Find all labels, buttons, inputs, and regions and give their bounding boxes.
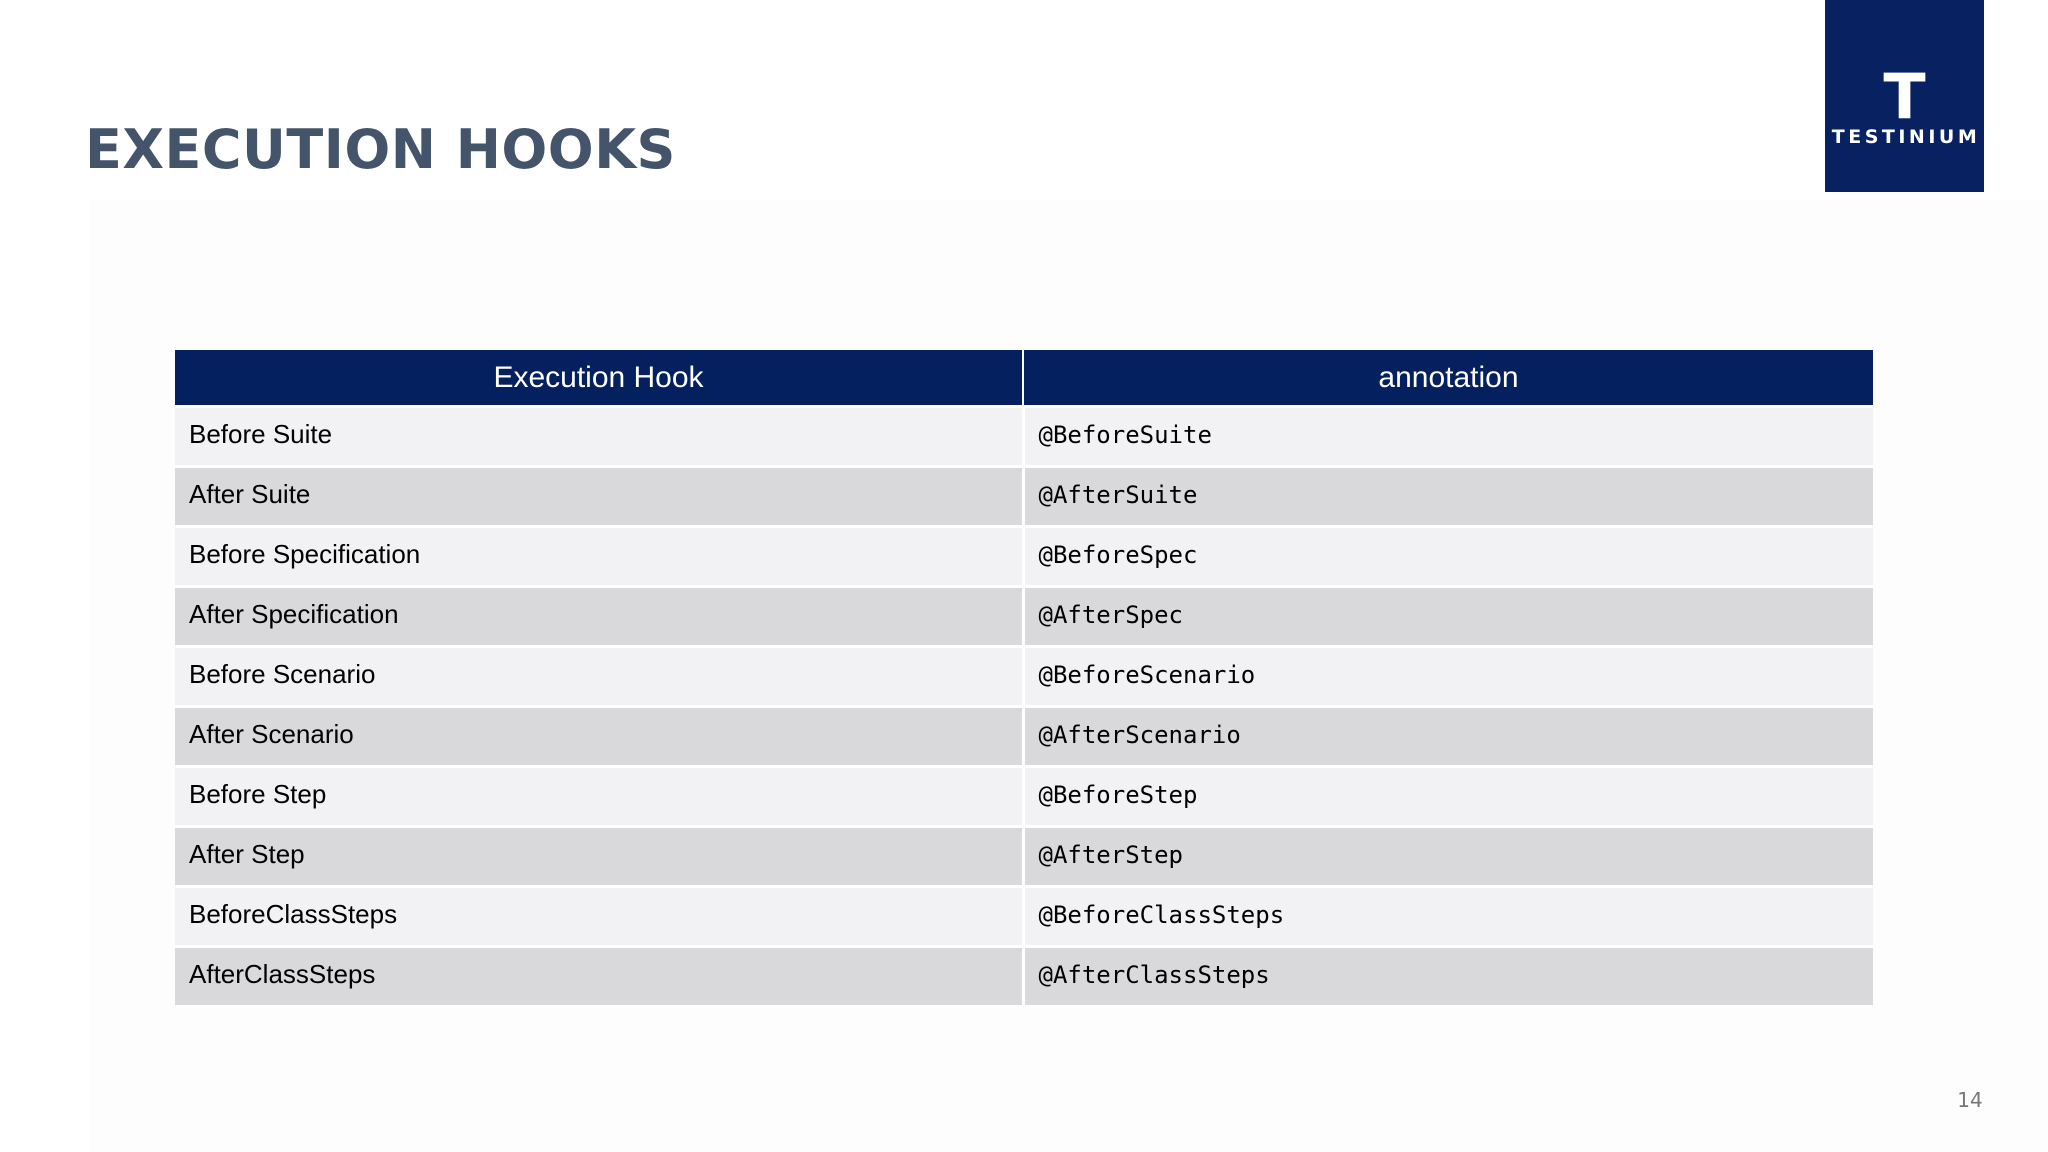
annotation-cell: @BeforeClassSteps <box>1023 887 1873 947</box>
table-row <box>175 587 1873 647</box>
table-row <box>175 887 1873 947</box>
execution-hooks-table <box>175 350 1873 1005</box>
hook-name-cell: AfterClassSteps <box>175 947 1023 1006</box>
annotation-cell: @BeforeStep <box>1023 767 1873 827</box>
logo-mark: T <box>1883 60 1926 133</box>
hook-name-cell: Before Specification <box>175 527 1023 587</box>
hook-name-cell: Before Scenario <box>175 647 1023 707</box>
annotation-cell: @AfterSpec <box>1023 587 1873 647</box>
hook-name-cell: Before Step <box>175 767 1023 827</box>
page-number: 14 <box>1957 1088 1983 1112</box>
hook-name-cell: After Specification <box>175 587 1023 647</box>
table-row <box>175 947 1873 1006</box>
table-row <box>175 767 1873 827</box>
table-row <box>175 707 1873 767</box>
table-row <box>175 467 1873 527</box>
table-header-row <box>175 350 1873 407</box>
annotation-cell: @BeforeSpec <box>1023 527 1873 587</box>
table-row <box>175 827 1873 887</box>
table-row <box>175 647 1873 707</box>
annotation-cell: @AfterStep <box>1023 827 1873 887</box>
hook-name-cell: After Scenario <box>175 707 1023 767</box>
hook-name-cell: After Suite <box>175 467 1023 527</box>
logo-text: TESTINIUM <box>1831 126 1981 148</box>
hook-name-cell: After Step <box>175 827 1023 887</box>
table-row <box>175 527 1873 587</box>
testinium-logo <box>1825 0 1984 192</box>
header-annotation: annotation <box>1023 350 1873 407</box>
annotation-cell: @BeforeSuite <box>1023 407 1873 467</box>
annotation-cell: @AfterScenario <box>1023 707 1873 767</box>
hook-name-cell: Before Suite <box>175 407 1023 467</box>
annotation-cell: @AfterSuite <box>1023 467 1873 527</box>
hook-name-cell: BeforeClassSteps <box>175 887 1023 947</box>
slide-title: EXECUTION HOOKS <box>85 118 676 181</box>
annotation-cell: @BeforeScenario <box>1023 647 1873 707</box>
table-row <box>175 407 1873 467</box>
annotation-cell: @AfterClassSteps <box>1023 947 1873 1006</box>
header-execution-hook: Execution Hook <box>175 350 1023 407</box>
